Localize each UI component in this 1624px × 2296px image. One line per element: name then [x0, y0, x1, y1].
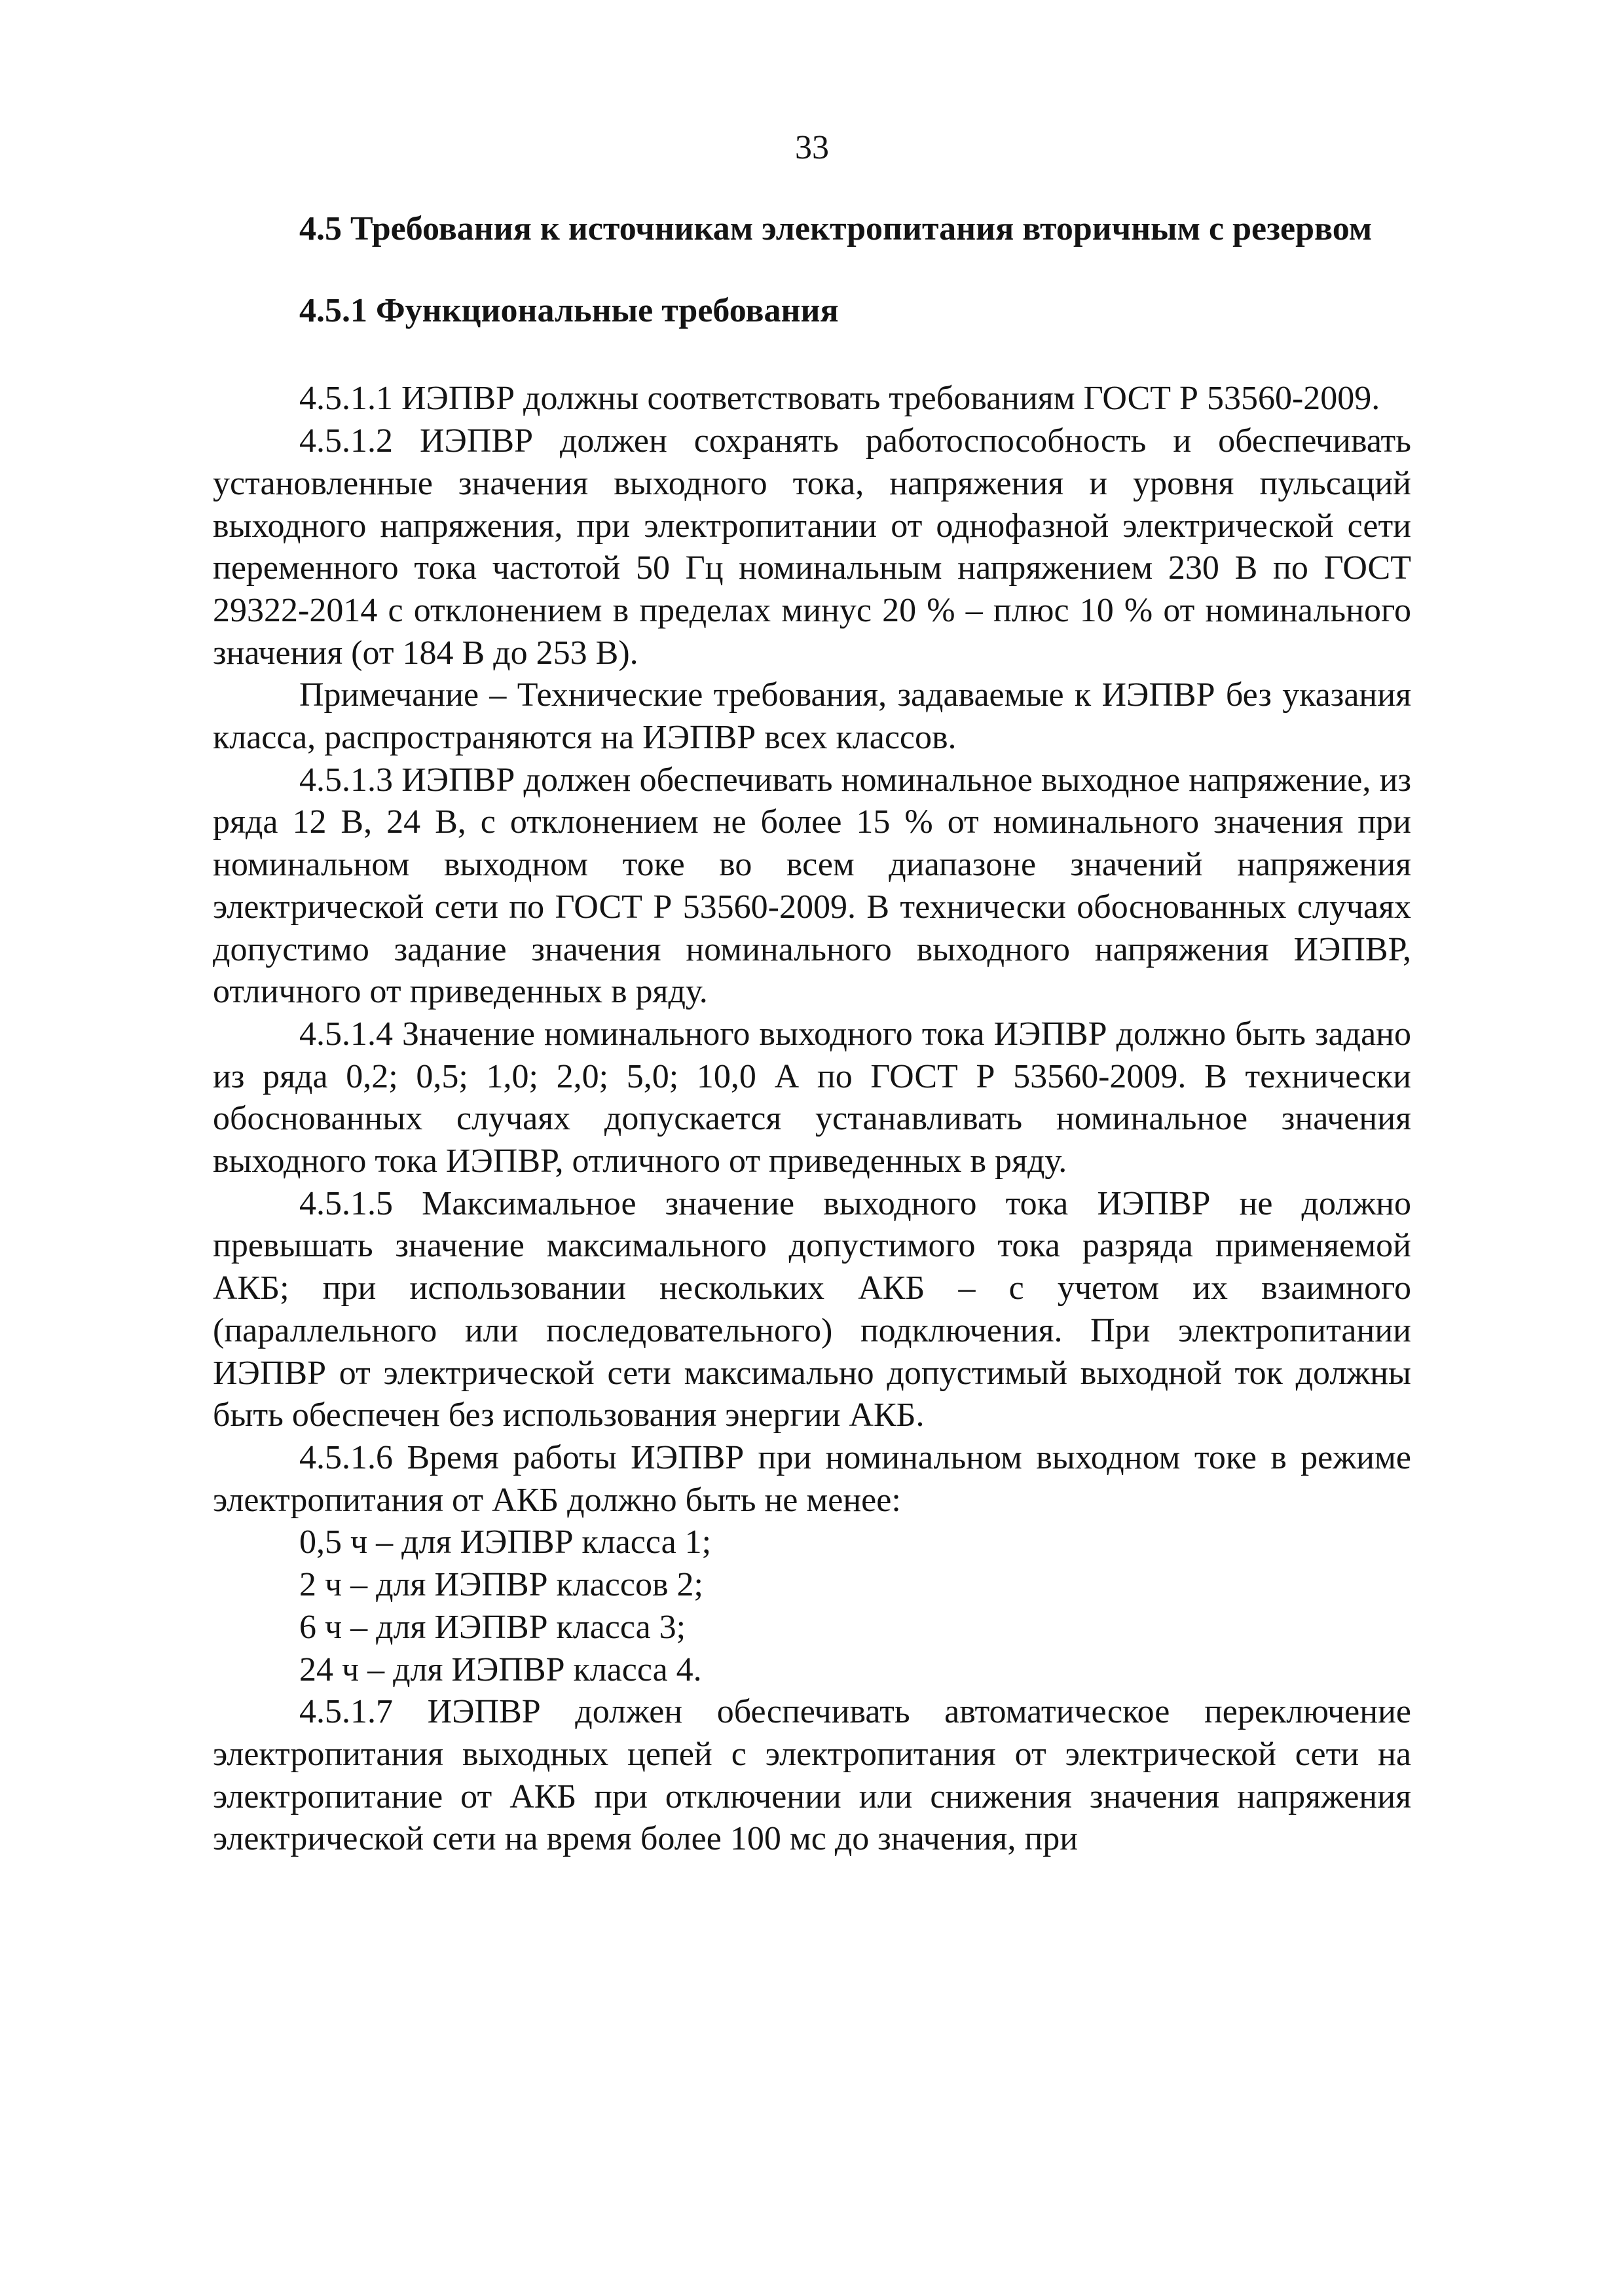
section-title: 4.5 Требования к источникам электропитания вторичным с резервом: [299, 210, 1373, 247]
note-paragraph: Примечание – Технические требования, задаваемые к ИЭПВР без указания класса, распространяются на ИЭПВР всех классов.: [213, 676, 1411, 757]
list-item: 2 ч – для ИЭПВР классов 2;: [299, 1566, 703, 1604]
paragraph-4-5-1-2: 4.5.1.2 ИЭПВР должен сохранять работоспособность и обеспечивать установленные значения выходного тока, напряжения и уровня пульсаций выходного напряжения, при электропитании от однофазной электрической сети переменного тока частотой 50 Гц номинальным напряжением 230 В по ГОСТ 29322-2014 с отклонением в пределах минус 20 % – плюс 10 % от номинального значения (от 184 В до 253 В).: [213, 422, 1411, 672]
paragraph-4-5-1-5: 4.5.1.5 Максимальное значение выходного тока ИЭПВР не должно превышать значение максимального допустимого тока разряда применяемой АКБ; при использовании нескольких АКБ – с учетом их взаимного (параллельного или последовательного) подключения. При электропитании ИЭПВР от электрической сети максимально допустимый выходной ток должны быть обеспечен без использования энергии АКБ.: [213, 1184, 1411, 1434]
list-item: 0,5 ч – для ИЭПВР класса 1;: [299, 1523, 712, 1561]
list-item: 24 ч – для ИЭПВР класса 4.: [299, 1650, 702, 1688]
paragraph-4-5-1-4: 4.5.1.4 Значение номинального выходного тока ИЭПВР должно быть задано из ряда 0,2; 0,5; 1,0; 2,0; 5,0; 10,0 А по ГОСТ Р 53560-2009. В технически обоснованных случаях допускается устанавливать номинальное значения выходного тока ИЭПВР, отличного от приведенных в ряду.: [213, 1015, 1411, 1180]
list-item: 6 ч – для ИЭПВР класса 3;: [299, 1608, 686, 1646]
page-number: 33: [795, 129, 829, 166]
paragraph-4-5-1-6: 4.5.1.6 Время работы ИЭПВР при номинальном выходном токе в режиме электропитания от АКБ должно быть не менее:: [213, 1438, 1411, 1519]
paragraph-4-5-1-3: 4.5.1.3 ИЭПВР должен обеспечивать номинальное выходное напряжение, из ряда 12 В, 24 В, с отклонением не более 15 % от номинального значения при номинальном выходном токе во всем диапазоне значений напряжения электрической сети по ГОСТ Р 53560-2009. В технически обоснованных случаях допустимо задание значения номинального выходного напряжения ИЭПВР, отличного от приведенных в ряду.: [213, 761, 1411, 1011]
paragraph-4-5-1-7: 4.5.1.7 ИЭПВР должен обеспечивать автоматическое переключение электропитания выходных цепей с электропитания от электрической сети на электропитание от АКБ при отключении или снижения значения напряжения электрической сети на время более 100 мс до значения, при: [213, 1693, 1411, 1858]
paragraph-4-5-1-1: 4.5.1.1 ИЭПВР должны соответствовать требованиям ГОСТ Р 53560-2009.: [299, 380, 1380, 418]
document-body: [213, 208, 1411, 1861]
subsection-title: 4.5.1 Функциональные требования: [299, 291, 839, 329]
